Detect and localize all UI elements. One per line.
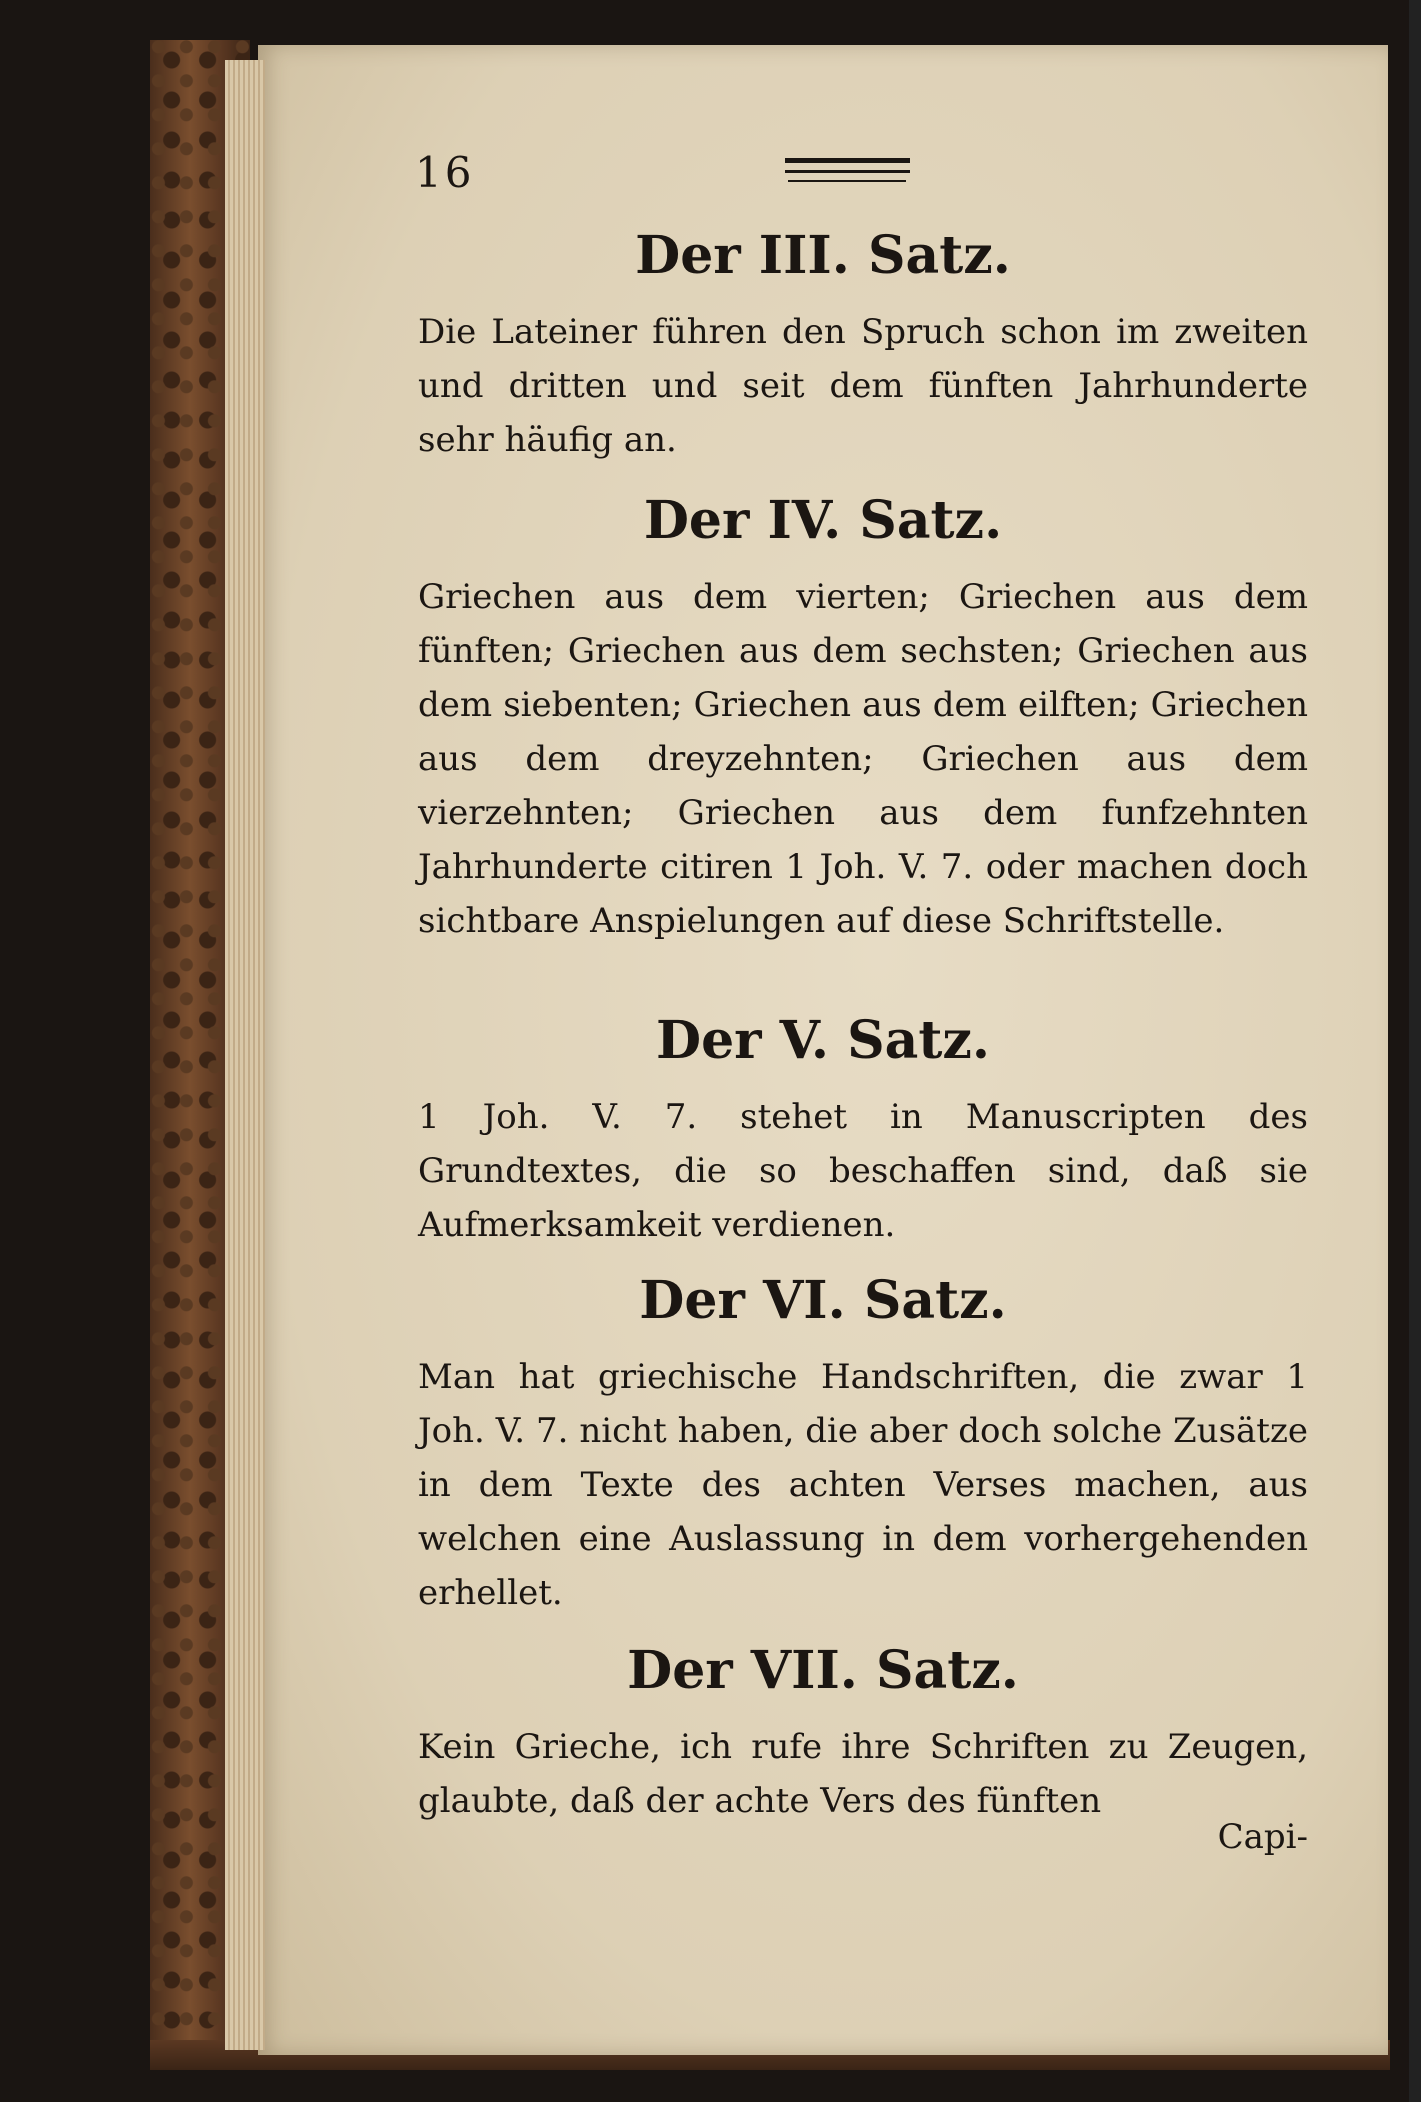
page-number: 16	[415, 148, 475, 197]
header-rule	[788, 180, 906, 182]
section-heading: Der IV. Satz.	[643, 490, 1003, 551]
section-text: 1 Joh. V. 7. stehet in Manuscripten des Grundtextes, die so beschaffen sind, daß sie Aufmerksamkeit verdienen.	[418, 1097, 1308, 1245]
section-text: Griechen aus dem vierten; Griechen aus dem fünften; Griechen aus dem sechsten; Griechen aus dem siebenten; Griechen aus dem eilften; Griechen aus dem dreyzehnten; Griechen aus dem vierzehnten; Griechen aus dem funfzehnten Jahrhunderte citiren 1 Joh. V. 7. oder machen doch sichtbare Anspielungen auf diese Schriftstelle.	[418, 577, 1308, 941]
section-heading: Der III. Satz.	[635, 225, 1011, 286]
section-heading: Der V. Satz.	[655, 1010, 991, 1071]
section-heading: Der VI. Satz.	[639, 1270, 1007, 1331]
catchword: Capi-	[1217, 1817, 1308, 1857]
section-text: Man hat griechische Handschriften, die zwar 1 Joh. V. 7. nicht haben, die aber doch solche Zusätze in dem Texte des achten Verses machen, aus welchen eine Auslassung in dem vorhergehenden erhellet.	[418, 1357, 1308, 1613]
section-text: Kein Grieche, ich rufe ihre Schriften zu Zeugen, glaubte, daß der achte Vers des fünften	[418, 1727, 1308, 1821]
section-text: Die Lateiner führen den Spruch schon im zweiten und dritten und seit dem fünften Jahrhunderte sehr häufig an.	[418, 312, 1308, 460]
section-heading: Der VII. Satz.	[627, 1640, 1019, 1701]
scan-ruler	[1409, 0, 1421, 2102]
header-rule	[785, 158, 910, 163]
header-rule	[785, 170, 910, 173]
